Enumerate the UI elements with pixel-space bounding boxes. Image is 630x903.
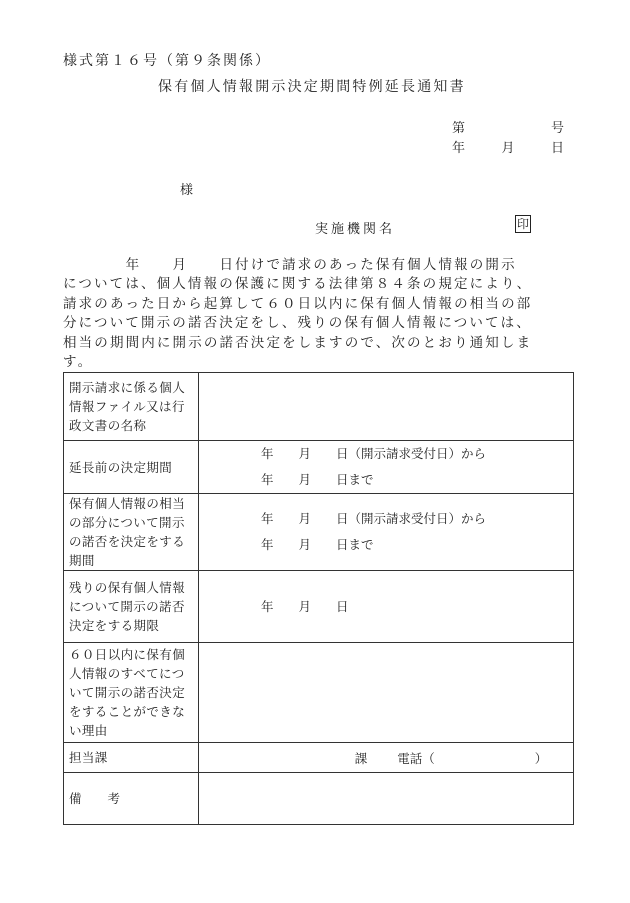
department-label: 担当課 [64, 743, 199, 773]
file-name-value [199, 373, 574, 441]
phone-field: 電話（ ） [397, 750, 548, 766]
department-contact [199, 749, 573, 767]
deadline-date: 年 月 日 [261, 598, 349, 614]
period-start: 年 月 日（開示請求受付日）から [261, 511, 487, 526]
body-line: す。 [63, 354, 94, 371]
table-row [64, 494, 574, 571]
period-end: 年 月 日まで [261, 537, 374, 552]
partial-period-label: 保有個人情報の相当の部分について開示の諾否を決定をする期間 [64, 494, 199, 571]
body-line: 分について開示の諾否決定をし、残りの保有個人情報については、 [63, 315, 532, 332]
notice-table [63, 372, 574, 825]
addressee-honorific: 様 [180, 183, 194, 198]
table-row [64, 643, 574, 743]
notice-body [63, 256, 565, 372]
document-number-line [452, 117, 564, 136]
date-year: 年 [452, 141, 466, 156]
body-line: 相当の期間内に開示の諾否決定をしますので、次のとおり通知しま [63, 334, 533, 351]
document-date-line [452, 137, 564, 156]
body-line: については、個人情報の保護に関する法律第８４条の規定により、 [63, 276, 533, 293]
remarks-value [199, 773, 574, 825]
body-line: 年 月 日付けで請求のあった保有個人情報の開示 [63, 257, 517, 273]
table-row [64, 571, 574, 643]
original-period-value [199, 441, 574, 494]
original-period-label: 延長前の決定期間 [64, 441, 199, 494]
reason-label: ６０日以内に保有個人情報のすべてについて開示の諾否決定をすることができない理由 [64, 643, 199, 743]
department-value [199, 743, 574, 773]
date-day: 日 [550, 141, 564, 156]
table-row [64, 441, 574, 494]
partial-period-value [199, 494, 574, 571]
period-start: 年 月 日（開示請求受付日）から [261, 446, 487, 461]
form-number-label: 様式第１６号（第９条関係） [63, 53, 271, 69]
remarks-text: 備考 [69, 791, 147, 806]
agency-name-label: 実施機関名 [315, 222, 396, 237]
section-suffix: 課 [354, 750, 368, 766]
number-suffix: 号 [550, 121, 564, 136]
date-month: 月 [501, 141, 515, 156]
body-line: 請求のあった日から起算して６０日以内に保有個人情報の相当の部 [63, 295, 533, 312]
table-row [64, 773, 574, 825]
number-prefix: 第 [452, 121, 466, 136]
period-end: 年 月 日まで [261, 472, 374, 487]
document-title: 保有個人情報開示決定期間特例延長通知書 [158, 79, 466, 95]
remarks-label [64, 773, 199, 825]
seal-stamp: 印 [517, 217, 530, 231]
reason-value [199, 643, 574, 743]
remaining-deadline-label: 残りの保有個人情報について開示の諾否決定をする期限 [64, 571, 199, 643]
remaining-deadline-value [199, 571, 574, 643]
table-row [64, 373, 574, 441]
table-row [64, 743, 574, 773]
file-name-label: 開示請求に係る個人情報ファイル又は行政文書の名称 [64, 373, 199, 441]
